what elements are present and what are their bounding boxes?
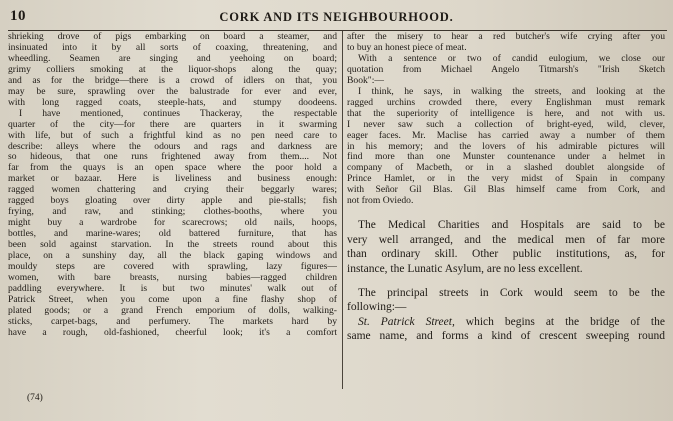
text-line: Book":— bbox=[347, 75, 384, 86]
text-line: than ordinary skill. Other public institutions, as, for bbox=[347, 248, 665, 261]
text-line: ragged boys gloating over dirty apple and pie-stalls; fish bbox=[8, 196, 337, 207]
text-line: have a rough, old-fashioned, cheerful look; it's a comfort bbox=[8, 327, 337, 338]
text-line: wheedling. Seamen are singing and yeehoing on board; bbox=[8, 53, 337, 64]
principal-streets-paragraph bbox=[347, 286, 665, 315]
text-line: quotation from Michael Angelo Titmarsh's "Irish Sketch bbox=[347, 64, 665, 75]
text-line: The principal streets in Cork would seem to be the bbox=[358, 286, 665, 299]
text-line: ragged urchins crowded there, every Englishman must remark bbox=[347, 97, 665, 108]
text-line: in his memory; and the lovers of his admirable pictures will bbox=[347, 141, 665, 152]
column-rule bbox=[342, 31, 343, 389]
st-patrick-street-paragraph bbox=[347, 315, 665, 344]
text-line: sticks, carpet-bags, and perfumery. The markets hard by bbox=[8, 316, 337, 327]
text-line: with life, but of such a frightful kind as no pen need care to bbox=[8, 130, 337, 141]
text-line: women, with bare breasts, nursing babies—ragged children bbox=[8, 272, 337, 283]
text-line: find more than one Munster countenance under a helmet in bbox=[347, 152, 665, 163]
text-line: after the misery to hear a red butcher's wife crying after you bbox=[347, 32, 665, 42]
text-line: with long ragged coats, steeple-hats, and stumpy doodeens. bbox=[8, 97, 337, 108]
text-line: paddling everywhere. It is but two minutes' walk out of bbox=[8, 283, 337, 294]
left-column bbox=[8, 32, 337, 339]
text-line: following:— bbox=[347, 301, 407, 314]
text-line: Prince Hamlet, or in the very midst of Spain in company bbox=[347, 174, 665, 185]
signature-mark: (74) bbox=[27, 393, 43, 403]
text-line: to buy an honest piece of meat. bbox=[347, 42, 467, 53]
paragraph-gap bbox=[347, 277, 665, 286]
text-line: so hideous, that one runs frightened away from them.... Not bbox=[8, 152, 337, 163]
text-line: place, on a sunshiny day, all the black gaping windows and bbox=[8, 251, 337, 262]
text-line: insinuated into it by all sorts of coaxing, threatening, and bbox=[8, 42, 337, 53]
text-line: mouldy steps are covered with sprawling, lazy figures— bbox=[8, 262, 337, 273]
text-line: grimy colliers smoking at the liquor-shops along the quay; bbox=[8, 64, 337, 75]
text-line: ragged women chattering and crying their beggarly wares; bbox=[8, 185, 337, 196]
text-line: plated goods; or a grand French emporium of dolls, walking- bbox=[8, 305, 337, 316]
text-line: I never saw such a collection of bright-eyed, wild, clever, bbox=[347, 119, 665, 130]
text-line: company of Macbeth, or in a slashed doublet alongside of bbox=[347, 163, 665, 174]
text-line: not from Oviedo. bbox=[347, 196, 414, 207]
text-line: quarter of the city—for there are quarters in it swarming bbox=[8, 119, 337, 130]
text-line: market or bazaar. Here is liveliness and business enough: bbox=[8, 174, 337, 185]
text-line: been sold against starvation. In the streets round about this bbox=[8, 240, 337, 251]
page-number: 10 bbox=[10, 8, 26, 24]
text-line: instance, the Lunatic Asylum, are no less excellent. bbox=[347, 263, 583, 276]
header-rule bbox=[8, 30, 667, 31]
text-line: eager faces. Mr. Maclise has carried away a number of them bbox=[347, 130, 665, 141]
text-line: Patrick Street, when you come upon a fine flashy shop of bbox=[8, 294, 337, 305]
paragraph-gap bbox=[347, 207, 665, 218]
page-header bbox=[0, 0, 673, 30]
text-line: I have mentioned, continues Thackeray, the respectable bbox=[19, 108, 337, 119]
text-line: far from the quays is an open space where the poor hold a bbox=[8, 163, 337, 174]
text-line: that the superiority of intelligence is here, and not with us. bbox=[347, 108, 665, 119]
text-line: might buy a wardrobe for scarecrows; old nails, hoops, bbox=[8, 218, 337, 229]
running-head: CORK AND ITS NEIGHBOURHOOD. bbox=[219, 10, 454, 24]
text-line bbox=[347, 315, 665, 330]
right-column bbox=[347, 32, 665, 344]
text-line: With a sentence or two of candid eulogium, we close our bbox=[358, 53, 665, 64]
text-line: I think, he says, in walking the streets, and looking at the bbox=[358, 86, 665, 97]
text-line: with Señor Gil Blas. Gil Blas himself came from Cork, and bbox=[347, 185, 665, 196]
text-line: may be sure, sprawling over the balustrade for ever and ever, bbox=[8, 86, 337, 97]
text-line: The Medical Charities and Hospitals are said to be bbox=[358, 219, 665, 232]
text-line: very well arranged, and the medical men of far more bbox=[347, 233, 665, 246]
right-column-quotation bbox=[347, 32, 665, 207]
text-line: same name, and forms a kind of crescent sweeping round bbox=[347, 330, 665, 343]
medical-charities-paragraph bbox=[347, 218, 665, 276]
text-line: frying, and raw, and stinking; clothes-booths, where you bbox=[8, 207, 337, 218]
text-line: shrieking drove of pigs embarking on board a steamer, and bbox=[8, 32, 337, 42]
text-line: and as for the bridge—there is a crowd of idlers on that, you bbox=[8, 75, 337, 86]
street-name: St. Patrick Street, bbox=[358, 315, 455, 328]
text-fragment: which begins at the bridge of the bbox=[454, 315, 665, 328]
text-line: bottles, and marine-wares; old battered furniture, that has bbox=[8, 229, 337, 240]
text-line: describe: alleys where the odours and rags and darkness are bbox=[8, 141, 337, 152]
